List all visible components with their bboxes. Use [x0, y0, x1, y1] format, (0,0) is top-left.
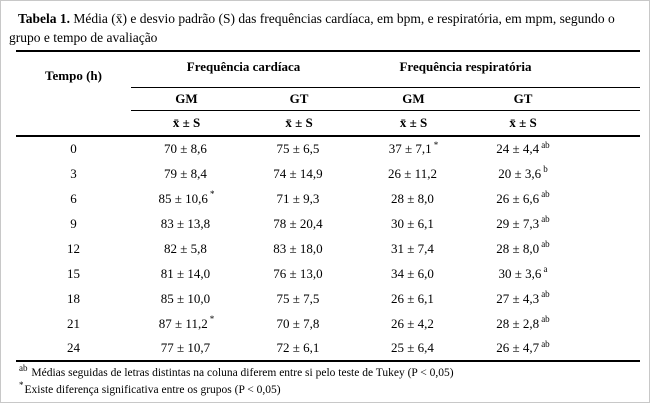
data-table	[16, 50, 640, 362]
data-cell: 26 ± 4,2	[391, 315, 434, 331]
data-cell: 70 ± 8,6	[164, 141, 207, 156]
data-cell: 83 ± 18,0	[273, 240, 323, 256]
data-cell: 72 ± 6,1	[276, 340, 320, 355]
table-row	[16, 211, 640, 236]
data-cell: 79 ± 8,4	[164, 165, 207, 181]
footnote-tukey: $^{ab}$ Médias seguidas de letras distintas na coluna diferem entre si pelo teste de Tukey (P < 0,05)	[19, 363, 454, 379]
tempo-cell: 24	[67, 340, 80, 355]
table-row	[16, 261, 640, 286]
data-cell: 25 ± 6,4	[391, 340, 434, 355]
data-cell: 26 ± 6,1	[391, 290, 434, 306]
data-cell: 28 ± 8,0	[391, 190, 434, 206]
header-group-cardiaca: Frequência cardíaca	[131, 51, 356, 87]
table-row	[16, 286, 640, 311]
cell-superscript: ab	[541, 214, 550, 225]
header-gm-cardiaca: GM	[131, 87, 242, 110]
header-tempo: Tempo (h)	[16, 51, 131, 136]
header-gm-respiratoria: GM	[356, 87, 471, 110]
tempo-cell: 18	[67, 290, 80, 306]
tempo-cell: 9	[70, 215, 77, 231]
data-cell: 74 ± 14,9	[273, 165, 323, 181]
data-cell: 27 ± 4,3 $^{ab}$	[496, 289, 550, 306]
cell-superscript: ab	[541, 338, 550, 349]
data-cell: 85 ± 10,0	[160, 290, 211, 306]
data-cell: 87 ± 11,2 *	[158, 314, 215, 331]
header-gt-respiratoria: GT	[471, 87, 640, 110]
data-cell: 30 ± 3,6 $^a$	[498, 264, 548, 281]
tempo-cell: 12	[67, 240, 80, 256]
header-stat-1: x̄ ± S	[131, 110, 242, 136]
tempo-cell: 21	[67, 315, 80, 331]
tempo-cell: 0	[70, 141, 77, 156]
data-cell: 24 ± 4,4 $^{ab}$	[496, 139, 550, 156]
table-row	[16, 311, 640, 336]
data-cell: 70 ± 7,8	[276, 315, 320, 331]
cell-superscript: ab	[541, 314, 550, 325]
data-cell: 26 ± 11,2	[388, 165, 437, 181]
data-cell: 76 ± 13,0	[273, 265, 323, 281]
table-row	[16, 136, 640, 161]
data-cell: 28 ± 2,8 $^{ab}$	[496, 314, 550, 331]
cell-superscript: a	[543, 264, 548, 275]
data-cell: 37 ± 7,1 *	[388, 139, 439, 156]
data-cell: 30 ± 6,1	[391, 215, 434, 231]
data-cell: 77 ± 10,7	[160, 340, 211, 355]
tempo-cell: 15	[67, 265, 80, 281]
header-group-respiratoria: Frequência respiratória	[356, 51, 640, 87]
table-row	[16, 186, 640, 211]
cell-superscript: ab	[541, 239, 550, 250]
table-row	[16, 236, 640, 261]
data-cell: 29 ± 7,3 $^{ab}$	[496, 214, 550, 231]
caption-label: Tabela 1.	[18, 11, 71, 26]
cell-superscript: *	[433, 139, 439, 150]
footnote-superscript: *	[19, 379, 24, 390]
footnotes	[19, 363, 637, 397]
data-cell: 34 ± 6,0	[391, 265, 434, 281]
data-cell: 75 ± 7,5	[276, 290, 320, 306]
table-row	[16, 336, 640, 361]
footnote-significance: *Existe diferença significativa entre os grupos (P < 0,05)	[19, 379, 281, 396]
cell-superscript: ab	[541, 289, 550, 300]
caption-text: Média (x̄) e desvio padrão (S) das frequências cardíaca, em bpm, e respiratória, em mpm, segundo o grupo e tempo de avaliação	[9, 11, 615, 45]
data-cell: 82 ± 5,8	[164, 240, 207, 256]
header-gt-cardiaca: GT	[242, 87, 356, 110]
cell-superscript: b	[543, 164, 548, 175]
tempo-cell: 6	[70, 190, 77, 206]
header-stat-4: x̄ ± S	[471, 110, 640, 136]
group-header-row	[16, 51, 640, 87]
data-cell: 31 ± 7,4	[391, 240, 434, 256]
tempo-cell: 3	[70, 165, 77, 181]
cell-superscript: *	[209, 189, 215, 200]
data-cell: 85 ± 10,6 *	[158, 189, 215, 206]
data-cell: 71 ± 9,3	[276, 190, 320, 206]
data-cell: 83 ± 13,8	[160, 215, 211, 231]
data-cell: 20 ± 3,6 $^b$	[498, 164, 548, 181]
footnote-superscript: ab	[19, 363, 28, 374]
cell-superscript: ab	[541, 139, 550, 150]
header-stat-2: x̄ ± S	[242, 110, 356, 136]
cell-superscript: ab	[541, 189, 550, 200]
cell-superscript: *	[209, 314, 215, 325]
table-row	[16, 161, 640, 186]
data-cell: 26 ± 4,7 $^{ab}$	[496, 338, 550, 355]
data-cell: 81 ± 14,0	[160, 265, 211, 281]
table-caption	[9, 9, 637, 47]
data-cell: 26 ± 6,6 $^{ab}$	[496, 189, 550, 206]
data-cell: 75 ± 6,5	[276, 141, 320, 156]
data-cell: 78 ± 20,4	[273, 215, 323, 231]
header-stat-3: x̄ ± S	[356, 110, 471, 136]
data-cell: 28 ± 8,0 $^{ab}$	[496, 239, 550, 256]
